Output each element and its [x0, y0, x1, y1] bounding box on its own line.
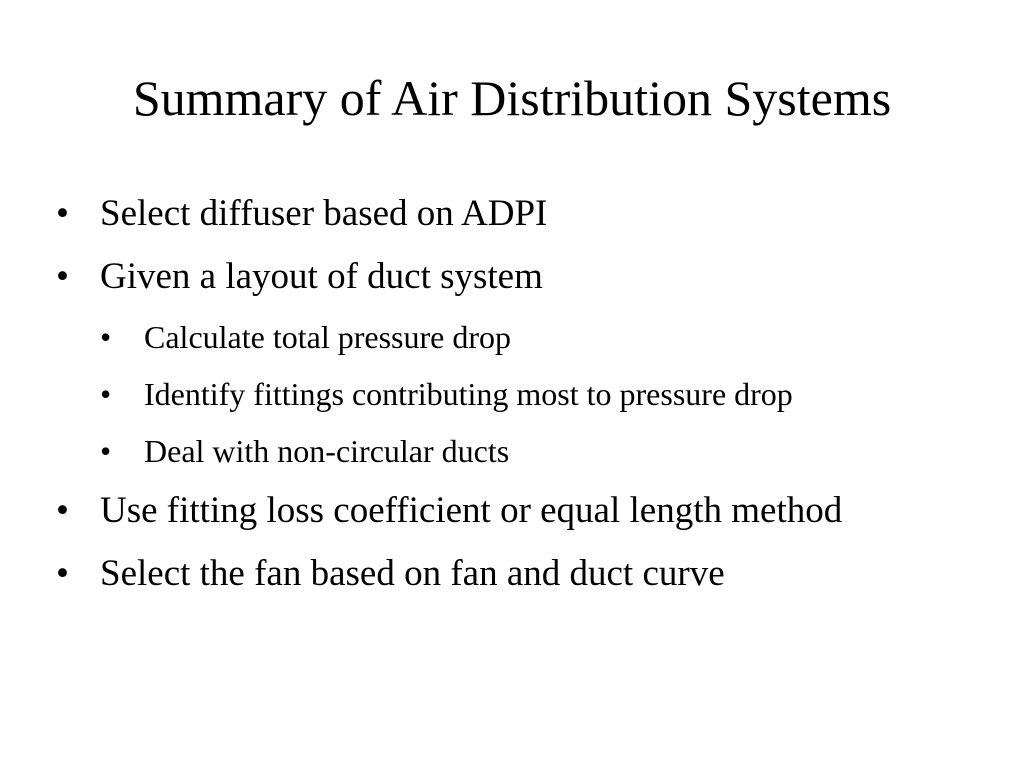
sub-bullet-text: Deal with non-circular ducts	[144, 433, 510, 469]
sub-bullet-item	[56, 430, 976, 472]
bullet-list	[56, 190, 976, 613]
sub-bullet-item	[56, 316, 976, 358]
bullet-text: Select diffuser based on ADPI	[100, 193, 548, 234]
bullet-item	[56, 190, 976, 238]
bullet-dot-icon: •	[56, 553, 69, 594]
bullet-text: Given a layout of duct system	[100, 256, 543, 297]
bullet-dot-icon: •	[56, 490, 69, 531]
slide-title: Summary of Air Distribution Systems	[132, 70, 892, 126]
bullet-dot-icon: •	[56, 193, 69, 234]
sub-bullet-item	[56, 373, 976, 415]
bullet-dot-icon: •	[56, 256, 69, 297]
bullet-text: Use fitting loss coefficient or equal length method	[100, 490, 843, 531]
sub-bullet-text: Calculate total pressure drop	[144, 319, 511, 355]
bullet-text: Select the fan based on fan and duct curve	[100, 553, 725, 594]
bullet-item	[56, 253, 976, 301]
bullet-dot-icon: •	[100, 319, 112, 355]
sub-bullet-text: Identify fittings contributing most to pressure drop	[144, 376, 793, 412]
bullet-dot-icon: •	[100, 376, 112, 412]
bullet-item	[56, 487, 976, 535]
bullet-dot-icon: •	[100, 433, 112, 469]
bullet-item	[56, 550, 976, 598]
